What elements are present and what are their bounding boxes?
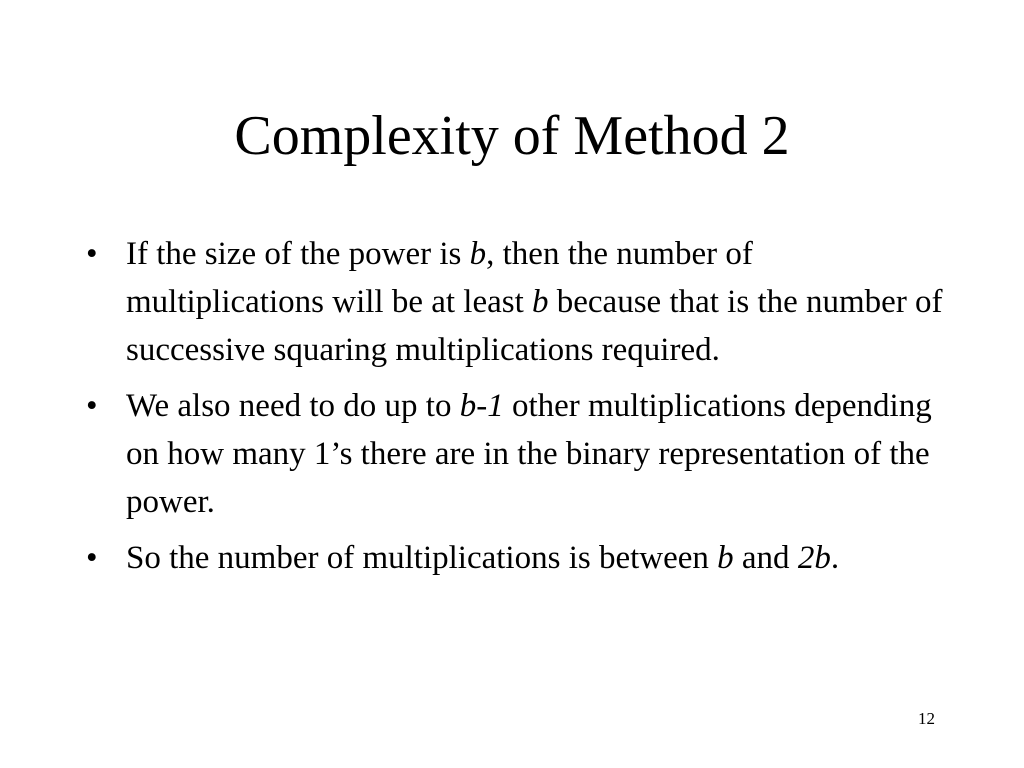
bullet-text	[126, 236, 943, 368]
text-segment: So the number of multiplications is between	[126, 540, 718, 576]
bullet-text	[126, 540, 839, 576]
text-segment: other multiplications depending on how many 1’s there are in the binary representation of the power.	[126, 388, 932, 520]
slide-title: Complexity of Method 2	[234, 105, 790, 167]
bullet-marker: •	[86, 388, 98, 424]
italic-variable: b	[717, 540, 734, 576]
text-segment: .	[830, 540, 840, 576]
bullet-item	[86, 382, 956, 526]
bullet-item	[86, 230, 956, 374]
italic-variable: 2b	[797, 540, 831, 576]
text-segment: We also need to do up to	[126, 388, 460, 424]
text-segment: and	[733, 540, 798, 576]
italic-variable: b	[469, 236, 487, 272]
text-segment: If the size of the power is	[126, 236, 470, 272]
bullet-list	[86, 230, 956, 590]
italic-variable: b	[532, 284, 549, 320]
text-segment: because that is the number of successive squaring multiplications required.	[126, 284, 943, 368]
bullet-item	[86, 534, 956, 582]
bullet-text	[126, 388, 932, 520]
text-segment: , then the number of multiplications will be at least	[126, 236, 753, 320]
bullet-marker: •	[86, 540, 98, 576]
italic-variable: b-1	[459, 388, 504, 424]
slide-number: 12	[918, 709, 935, 728]
bullet-marker: •	[86, 236, 98, 272]
